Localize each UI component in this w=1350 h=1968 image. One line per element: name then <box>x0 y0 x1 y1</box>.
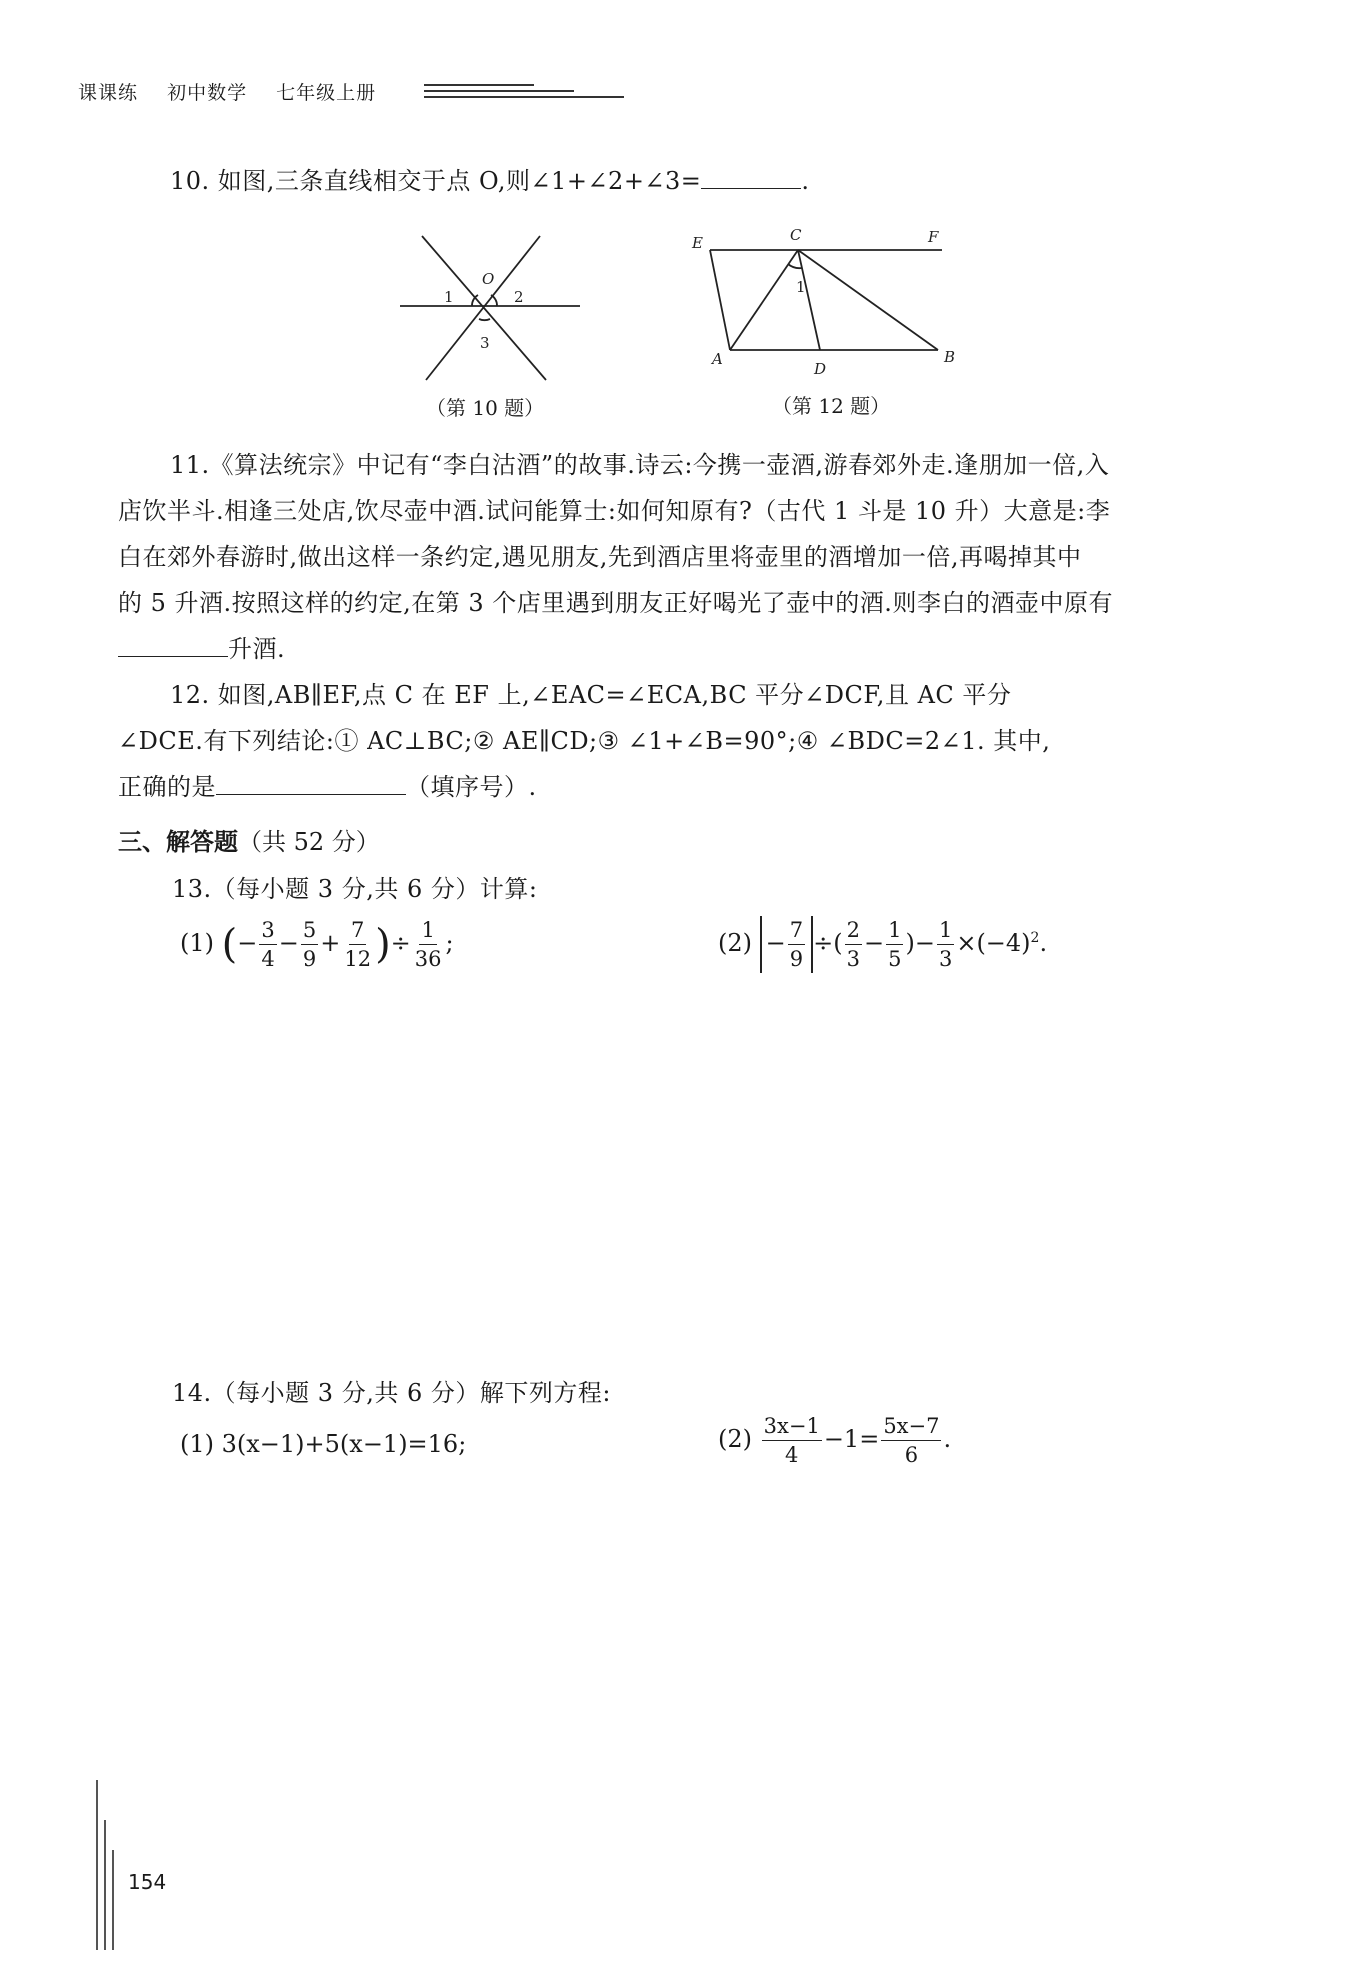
page-number: 154 <box>128 1870 167 1894</box>
part-label: (1) <box>180 929 214 957</box>
question-13-part-1: (1) (− $\frac{3}{4}$ − $\frac{5}{9}$ + $\frac{7}{12}$ )÷ $\frac{1}{36}$ ; <box>180 918 454 971</box>
angle-arc-2 <box>491 295 497 306</box>
answer-blank <box>216 766 406 795</box>
frac-den: 3 <box>938 947 953 971</box>
segment-cd <box>798 250 820 350</box>
question-13-part-2: (2) − $\frac{7}{9}$ ÷( $\frac{2}{3}$ − $\frac{1}{5}$ )− $\frac{1}{3}$ $\times(-4)^2$. <box>718 918 1048 971</box>
frac-den: 3 <box>846 947 860 971</box>
frac-num: 3x−1 <box>762 1412 822 1441</box>
label-b: B <box>944 348 956 366</box>
label-f: F <box>928 228 939 246</box>
question-11-line4: 的 5 升酒.按照这样的约定,在第 3 个店里遇到朋友正好喝光了壶中的酒.则李白的酒壶中原有 <box>118 589 1113 617</box>
frac-num: 1 <box>886 916 903 945</box>
question-12-line3 <box>118 764 537 810</box>
frac-den: 36 <box>414 947 442 971</box>
frac-num: 2 <box>845 916 862 945</box>
question-11-line5 <box>118 626 285 672</box>
label-angle-3: 3 <box>480 334 490 352</box>
frac-den: 5 <box>888 947 902 971</box>
question-12-line1: 12. 如图,AB∥EF,点 C 在 EF 上,∠EAC=∠ECA,BC 平分∠DCF,且 AC 平分 <box>170 681 1012 709</box>
margin-rule <box>104 1820 106 1950</box>
part-label: (2) <box>718 929 752 957</box>
question-12-line2: ∠DCE.有下列结论:① AC⊥BC;② AE∥CD;③ ∠1+∠B=90°;④ ∠BDC=2∠1. 其中, <box>118 727 1051 755</box>
question-10 <box>170 158 810 204</box>
frac-den: 9 <box>789 947 804 971</box>
question-11-line2: 店饮半斗.相逢三处店,饮尽壶中酒.试问能算士:如何知原有?（古代 1 斗是 10 升）大意是:李 <box>118 497 1111 525</box>
question-12-line3-tail: （填序号）. <box>406 773 537 801</box>
question-11-line5-text: 升酒. <box>228 635 286 663</box>
label-angle-1: 1 <box>444 288 454 306</box>
margin-rule <box>96 1780 98 1950</box>
angle-arc-1 <box>788 264 802 268</box>
figure-12 <box>690 222 960 382</box>
section-heading <box>118 822 380 857</box>
label-o: O <box>482 270 495 288</box>
part-tail: ×(−4) <box>956 929 1031 957</box>
figure-10 <box>390 228 590 388</box>
section-points: （共 52 分） <box>238 828 380 856</box>
question-14-part-2: (2) $\frac{3x-1}{4}$ −1= $\frac{5x-7}{6}$ . <box>718 1414 952 1467</box>
label-a: A <box>712 350 723 368</box>
frac-den: 12 <box>344 947 372 971</box>
subject-name: 初中数学 <box>167 82 248 104</box>
series-name: 课课练 <box>78 82 139 104</box>
question-13-intro: 13.（每小题 3 分,共 6 分）计算: <box>172 875 538 903</box>
page-header <box>78 78 398 105</box>
frac-num: 5x−7 <box>881 1412 941 1441</box>
segment-ac <box>730 250 798 350</box>
section-title: 三、解答题 <box>118 828 238 856</box>
answer-blank <box>701 160 801 189</box>
frac-num: 1 <box>937 916 954 945</box>
figure-12-caption: （第 12 题） <box>772 394 891 418</box>
equation-mid: −1= <box>823 1425 880 1453</box>
question-14-intro: 14.（每小题 3 分,共 6 分）解下列方程: <box>172 1379 611 1407</box>
segment-bc <box>798 250 938 350</box>
label-d: D <box>814 360 827 378</box>
question-10-text: 10. 如图,三条直线相交于点 O,则∠1+∠2+∠3= <box>170 167 702 195</box>
answer-blank <box>118 628 228 657</box>
frac-num: 5 <box>301 916 318 945</box>
label-angle-2: 2 <box>514 288 524 306</box>
frac-num: 7 <box>349 916 366 945</box>
grade-name: 七年级上册 <box>276 82 377 104</box>
part-label: (2) <box>718 1425 752 1453</box>
line-diagonal-2 <box>426 236 540 380</box>
frac-num: 7 <box>788 916 805 945</box>
question-12-line3-text: 正确的是 <box>118 773 216 801</box>
frac-den: 4 <box>785 1443 799 1467</box>
frac-num: 3 <box>259 916 276 945</box>
frac-den: 9 <box>302 947 317 971</box>
frac-num: 1 <box>419 916 436 945</box>
label-e: E <box>692 234 703 252</box>
question-10-tail: . <box>801 167 810 195</box>
frac-den: 6 <box>904 1443 919 1467</box>
header-rule <box>424 84 624 102</box>
question-14-part-1: (1) 3(x−1)+5(x−1)=16; <box>180 1430 467 1458</box>
label-angle-1: 1 <box>796 278 806 296</box>
margin-rule <box>112 1850 114 1950</box>
frac-den: 4 <box>261 947 275 971</box>
exponent: 2 <box>1030 930 1040 946</box>
question-11-line3: 白在郊外春游时,做出这样一条约定,遇见朋友,先到酒店里将壶里的酒增加一倍,再喝掉其中 <box>118 543 1082 571</box>
angle-arc-3 <box>479 319 490 320</box>
segment-ae <box>710 250 730 350</box>
figure-10-caption: （第 10 题） <box>426 396 545 420</box>
question-11-line1: 11.《算法统宗》中记有“李白沽酒”的故事.诗云:今携一壶酒,游春郊外走.逢朋加一倍,入 <box>170 451 1110 479</box>
label-c: C <box>790 226 802 244</box>
